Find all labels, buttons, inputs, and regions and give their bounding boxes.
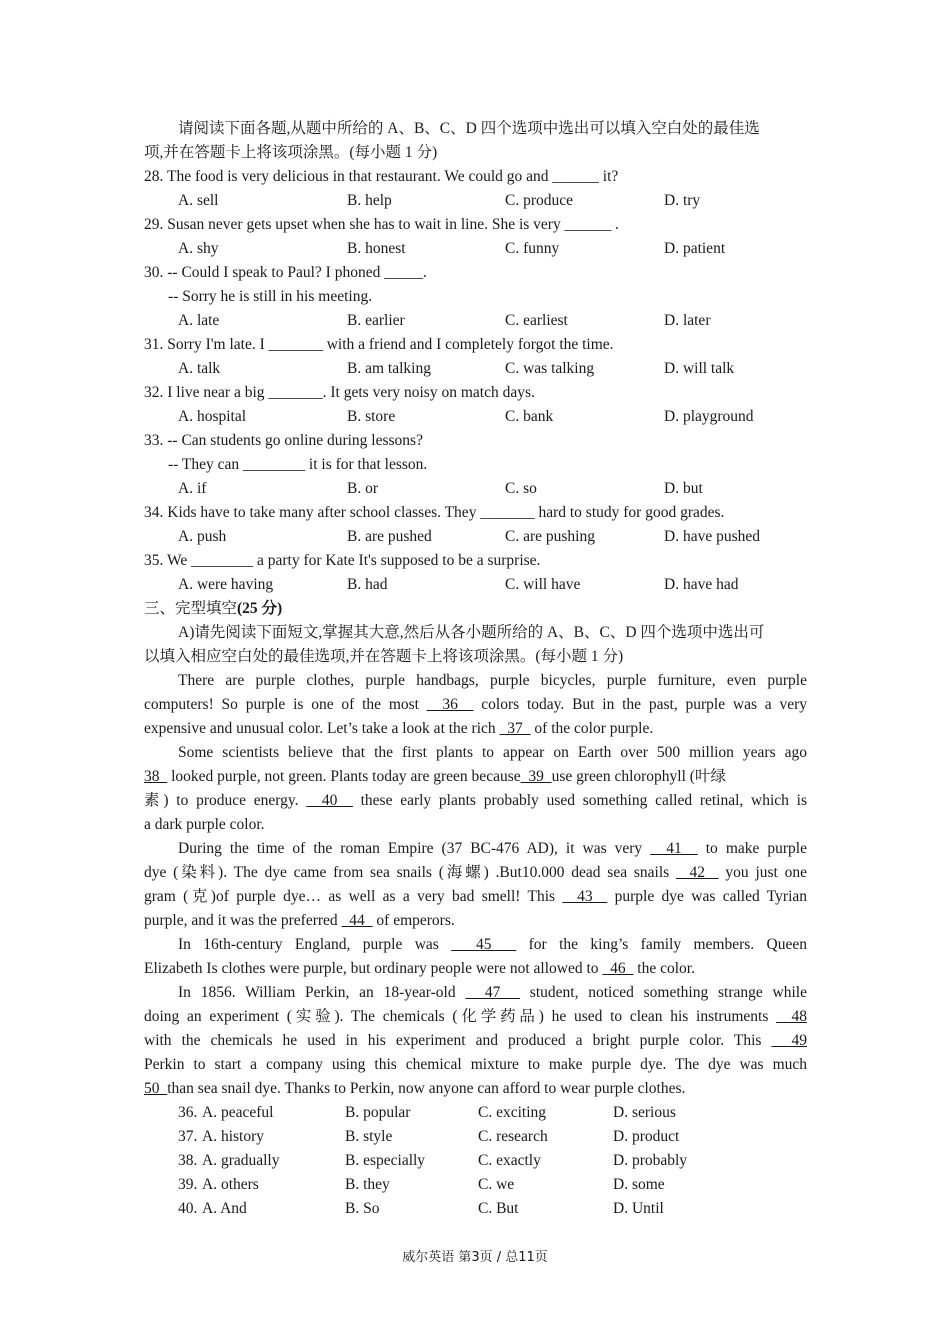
blank-37: 37 bbox=[499, 720, 531, 737]
passage-line: computers! So purple is one of the most 36 colors today. But in the past, purple was a very bbox=[144, 696, 807, 713]
section-points: (25 分) bbox=[237, 600, 283, 617]
option: C. bank bbox=[505, 408, 554, 425]
option: A. peaceful bbox=[202, 1104, 274, 1121]
cloze-option-row bbox=[178, 1101, 807, 1125]
option: D. later bbox=[664, 312, 711, 329]
question-stem: 30. -- Could I speak to Paul? I phoned _____. bbox=[144, 264, 427, 281]
blank-45: 45 bbox=[451, 936, 517, 953]
option: D. but bbox=[664, 480, 703, 497]
blank-47: 47 bbox=[465, 984, 521, 1001]
option: D. serious bbox=[613, 1104, 676, 1121]
option-row bbox=[178, 573, 807, 597]
cloze-number: 40. bbox=[178, 1200, 198, 1217]
blank-50: 50 bbox=[144, 1080, 168, 1097]
question-stem: 34. Kids have to take many after school classes. They _______ hard to study for good grades. bbox=[144, 504, 725, 521]
blank-36: 36 bbox=[426, 696, 474, 713]
option: C. earliest bbox=[505, 312, 568, 329]
passage-line: with the chemicals he used in his experiment and produced a bright purple color. This 49 bbox=[144, 1032, 807, 1049]
page-footer: 威尔英语 第3页 / 总11页 bbox=[402, 1250, 548, 1265]
option: A. gradually bbox=[202, 1152, 280, 1169]
blank-39: 39 bbox=[520, 768, 552, 785]
option-row bbox=[178, 477, 807, 501]
option: C. produce bbox=[505, 192, 574, 209]
section-heading bbox=[144, 597, 807, 621]
section-instruction: 以填入相应空白处的最佳选项,并在答题卡上将该项涂黑。(每小题 1 分) bbox=[144, 648, 624, 665]
cloze-option-row bbox=[178, 1149, 807, 1173]
passage-line: Perkin to start a company using this chemical mixture to make purple dye. The dye was much bbox=[144, 1056, 807, 1073]
option-row bbox=[178, 309, 807, 333]
passage-line: 素) to produce energy. 40 these early plants probably used something called retinal, which is bbox=[144, 792, 807, 809]
question-stem: 35. We ________ a party for Kate It's supposed to be a surprise. bbox=[144, 552, 541, 569]
option: B. So bbox=[345, 1200, 380, 1217]
option: B. had bbox=[347, 576, 388, 593]
option: C. so bbox=[505, 480, 537, 497]
option: B. are pushed bbox=[347, 528, 432, 545]
cloze-option-row bbox=[178, 1173, 807, 1197]
passage-line: There are purple clothes, purple handbags, purple bicycles, purple furniture, even purple bbox=[178, 672, 807, 689]
passage-line: During the time of the roman Empire (37 BC-476 AD), it was very 41 to make purple bbox=[178, 840, 807, 857]
passage-line: 50 than sea snail dye. Thanks to Perkin, now anyone can afford to wear purple clothes. bbox=[144, 1080, 686, 1097]
passage-line: Some scientists believe that the first plants to appear on Earth over 500 million years ago bbox=[178, 744, 807, 761]
option: A. push bbox=[178, 528, 227, 545]
option: A. late bbox=[178, 312, 220, 329]
cloze-option-row bbox=[178, 1125, 807, 1149]
blank-46: 46 bbox=[602, 960, 634, 977]
section-instruction: A)请先阅读下面短文,掌握其大意,然后从各小题所给的 A、B、C、D 四个选项中选出可 bbox=[178, 624, 765, 641]
question-stem-reply: -- Sorry he is still in his meeting. bbox=[168, 288, 373, 305]
instruction-line: 项,并在答题卡上将该项涂黑。(每小题 1 分) bbox=[144, 144, 438, 161]
option: B. store bbox=[347, 408, 396, 425]
option-row bbox=[178, 357, 807, 381]
option: D. Until bbox=[613, 1200, 664, 1217]
passage-line: gram (克)of purple dye… as well as a very bad smell! This 43 purple dye was called Tyrian bbox=[144, 888, 807, 905]
option: B. they bbox=[345, 1176, 390, 1193]
option: A. talk bbox=[178, 360, 221, 377]
option: A. history bbox=[202, 1128, 264, 1145]
option: D. have pushed bbox=[664, 528, 760, 545]
cloze-option-row bbox=[178, 1197, 807, 1221]
instruction-line: 请阅读下面各题,从题中所给的 A、B、C、D 四个选项中选出可以填入空白处的最佳选 bbox=[178, 120, 760, 137]
passage-line: purple, and it was the preferred 44 of emperors. bbox=[144, 912, 455, 929]
option: A. sell bbox=[178, 192, 219, 209]
option: B. style bbox=[345, 1128, 393, 1145]
option: A. And bbox=[202, 1200, 247, 1217]
cloze-number: 38. bbox=[178, 1152, 198, 1169]
option: A. if bbox=[178, 480, 207, 497]
option: C. are pushing bbox=[505, 528, 595, 545]
option-row bbox=[178, 189, 807, 213]
passage-line: 38 looked purple, not green. Plants today are green because 39 use green chlorophyll (叶绿 bbox=[144, 768, 726, 785]
option: B. especially bbox=[345, 1152, 426, 1169]
blank-43: 43 bbox=[562, 888, 608, 905]
option: D. product bbox=[613, 1128, 680, 1145]
option: C. will have bbox=[505, 576, 581, 593]
section-title: 三、完型填空 bbox=[144, 600, 238, 617]
cloze-number: 36. bbox=[178, 1104, 198, 1121]
option: A. others bbox=[202, 1176, 259, 1193]
option: A. hospital bbox=[178, 408, 247, 425]
option: C. exactly bbox=[478, 1152, 541, 1169]
option: C. we bbox=[478, 1176, 515, 1193]
passage-line: dye (染料). The dye came from sea snails (海螺) .But10.000 dead sea snails 42 you just one bbox=[144, 864, 807, 881]
option: A. were having bbox=[178, 576, 274, 593]
option: D. try bbox=[664, 192, 701, 209]
question-stem: 29. Susan never gets upset when she has to wait in line. She is very ______ . bbox=[144, 216, 619, 233]
passage-line: expensive and unusual color. Let’s take a look at the rich 37 of the color purple. bbox=[144, 720, 654, 737]
option: C. exciting bbox=[478, 1104, 547, 1121]
option: C. research bbox=[478, 1128, 548, 1145]
blank-44: 44 bbox=[341, 912, 373, 929]
cloze-number: 37. bbox=[178, 1128, 198, 1145]
passage-line: In 1856. William Perkin, an 18-year-old 47 student, noticed something strange while bbox=[178, 984, 807, 1001]
option: B. honest bbox=[347, 240, 406, 257]
blank-38: 38 bbox=[144, 768, 168, 785]
passage-line: Elizabeth Is clothes were purple, but ordinary people were not allowed to 46 the color. bbox=[144, 960, 695, 977]
blank-42: 42 bbox=[675, 864, 719, 881]
option: B. am talking bbox=[347, 360, 431, 377]
option: A. shy bbox=[178, 240, 219, 257]
blank-41: 41 bbox=[650, 840, 698, 857]
blank-40: 40 bbox=[306, 792, 353, 809]
passage-line: In 16th-century England, purple was 45 for the king’s family members. Queen bbox=[178, 936, 807, 953]
option: D. some bbox=[613, 1176, 665, 1193]
option: C. was talking bbox=[505, 360, 595, 377]
question-stem: 32. I live near a big _______. It gets very noisy on match days. bbox=[144, 384, 535, 401]
option: D. will talk bbox=[664, 360, 735, 377]
option-row bbox=[178, 405, 807, 429]
option-row bbox=[178, 237, 807, 261]
passage-line: doing an experiment (实验). The chemicals (化学药品) he used to clean his instruments 48 bbox=[144, 1008, 807, 1025]
option: C. funny bbox=[505, 240, 560, 257]
option: D. have had bbox=[664, 576, 739, 593]
option: C. But bbox=[478, 1200, 519, 1217]
option: D. patient bbox=[664, 240, 726, 257]
option: B. help bbox=[347, 192, 392, 209]
option: B. or bbox=[347, 480, 378, 497]
option: B. popular bbox=[345, 1104, 411, 1121]
blank-49: 49 bbox=[771, 1032, 807, 1049]
question-stem: 31. Sorry I'm late. I _______ with a friend and I completely forgot the time. bbox=[144, 336, 614, 353]
option: D. playground bbox=[664, 408, 754, 425]
question-stem: 33. -- Can students go online during lessons? bbox=[144, 432, 423, 449]
question-stem: 28. The food is very delicious in that restaurant. We could go and ______ it? bbox=[144, 168, 619, 185]
blank-48: 48 bbox=[776, 1008, 807, 1025]
option: B. earlier bbox=[347, 312, 405, 329]
option: D. probably bbox=[613, 1152, 688, 1169]
passage-line: a dark purple color. bbox=[144, 816, 265, 833]
question-stem-reply: -- They can ________ it is for that lesson. bbox=[168, 456, 428, 473]
cloze-number: 39. bbox=[178, 1176, 198, 1193]
option-row bbox=[178, 525, 807, 549]
